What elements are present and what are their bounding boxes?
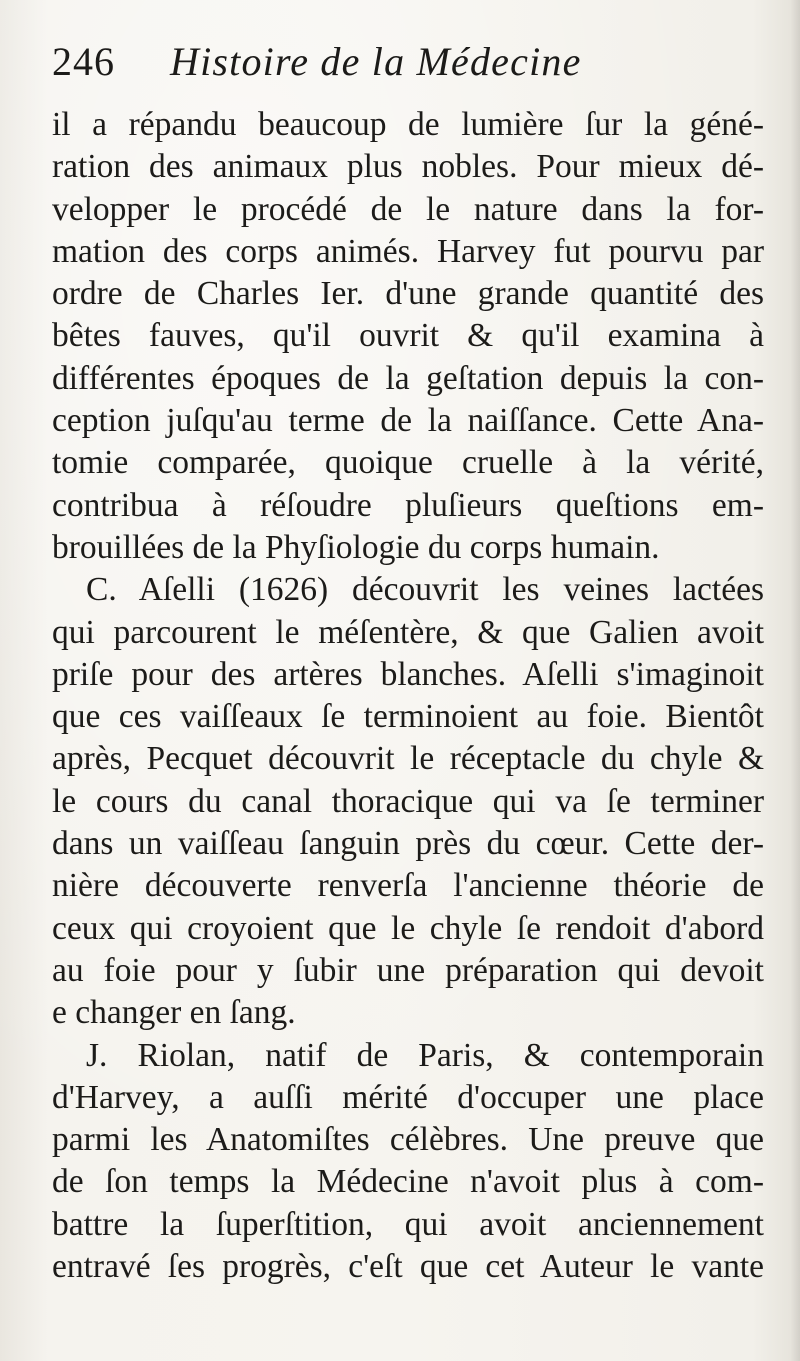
text-line: le cours du canal thoracique qui va ſe terminer bbox=[52, 782, 764, 820]
text-line: différentes époques de la geſtation depuis la con- bbox=[52, 359, 764, 397]
text-line: contribua à réſoudre pluſieurs queſtions em- bbox=[52, 486, 764, 524]
text-line: après, Pecquet découvrit le réceptacle du chyle & bbox=[52, 740, 764, 778]
page-header bbox=[52, 38, 762, 104]
body-text bbox=[52, 104, 762, 1288]
text-line: ceux qui croyoient que le chyle ſe rendoit d'abord bbox=[52, 909, 764, 947]
text-line: e changer en ſang. bbox=[52, 994, 296, 1032]
text-line: ception juſqu'au terme de la naiſſance. Cette Ana- bbox=[52, 402, 764, 440]
text-line: il a répandu beaucoup de lumière ſur la géné- bbox=[52, 106, 764, 143]
text-line: d'Harvey, a auſſi mérité d'occuper une place bbox=[52, 1078, 764, 1116]
page-edge-shadow bbox=[790, 0, 800, 1361]
text-line: velopper le procédé de le nature dans la for- bbox=[52, 190, 764, 228]
text-line: battre la ſuperſtition, qui avoit anciennement bbox=[52, 1205, 764, 1243]
text-line: brouillées de la Phyſiologie du corps humain. bbox=[52, 528, 660, 566]
text-line: qui parcourent le méſentère, & que Galien avoit bbox=[52, 613, 764, 651]
text-line: ration des animaux plus nobles. Pour mieux dé- bbox=[52, 148, 764, 186]
text-line: que ces vaiſſeaux ſe terminoient au foie. Bientôt bbox=[52, 698, 764, 736]
text-line: mation des corps animés. Harvey fut pourvu par bbox=[52, 232, 764, 270]
text-line: au foie pour y ſubir une préparation qui devoit bbox=[52, 951, 764, 989]
text-line: C. Aſelli (1626) découvrit les veines lactées bbox=[86, 571, 764, 609]
text-line: tomie comparée, quoique cruelle à la vérité, bbox=[52, 444, 764, 482]
text-line: parmi les Anatomiſtes célèbres. Une preuve que bbox=[52, 1121, 764, 1159]
text-line: bêtes fauves, qu'il ouvrit & qu'il examina à bbox=[52, 317, 764, 355]
text-line: dans un vaiſſeau ſanguin près du cœur. Cette der- bbox=[52, 825, 764, 863]
text-line: entravé ſes progrès, c'eſt que cet Auteur le vante bbox=[52, 1248, 764, 1286]
text-line: de ſon temps la Médecine n'avoit plus à com- bbox=[52, 1163, 764, 1201]
text-line: ordre de Charles Ier. d'une grande quantité des bbox=[52, 275, 764, 313]
text-line: J. Riolan, natif de Paris, & contemporain bbox=[86, 1036, 764, 1074]
page-number: 246 bbox=[52, 39, 115, 84]
text-line: nière découverte renverſa l'ancienne théorie de bbox=[52, 867, 764, 905]
running-head: Histoire de la Médecine bbox=[170, 39, 582, 84]
text-line: priſe pour des artères blanches. Aſelli s'imaginoit bbox=[52, 655, 764, 693]
